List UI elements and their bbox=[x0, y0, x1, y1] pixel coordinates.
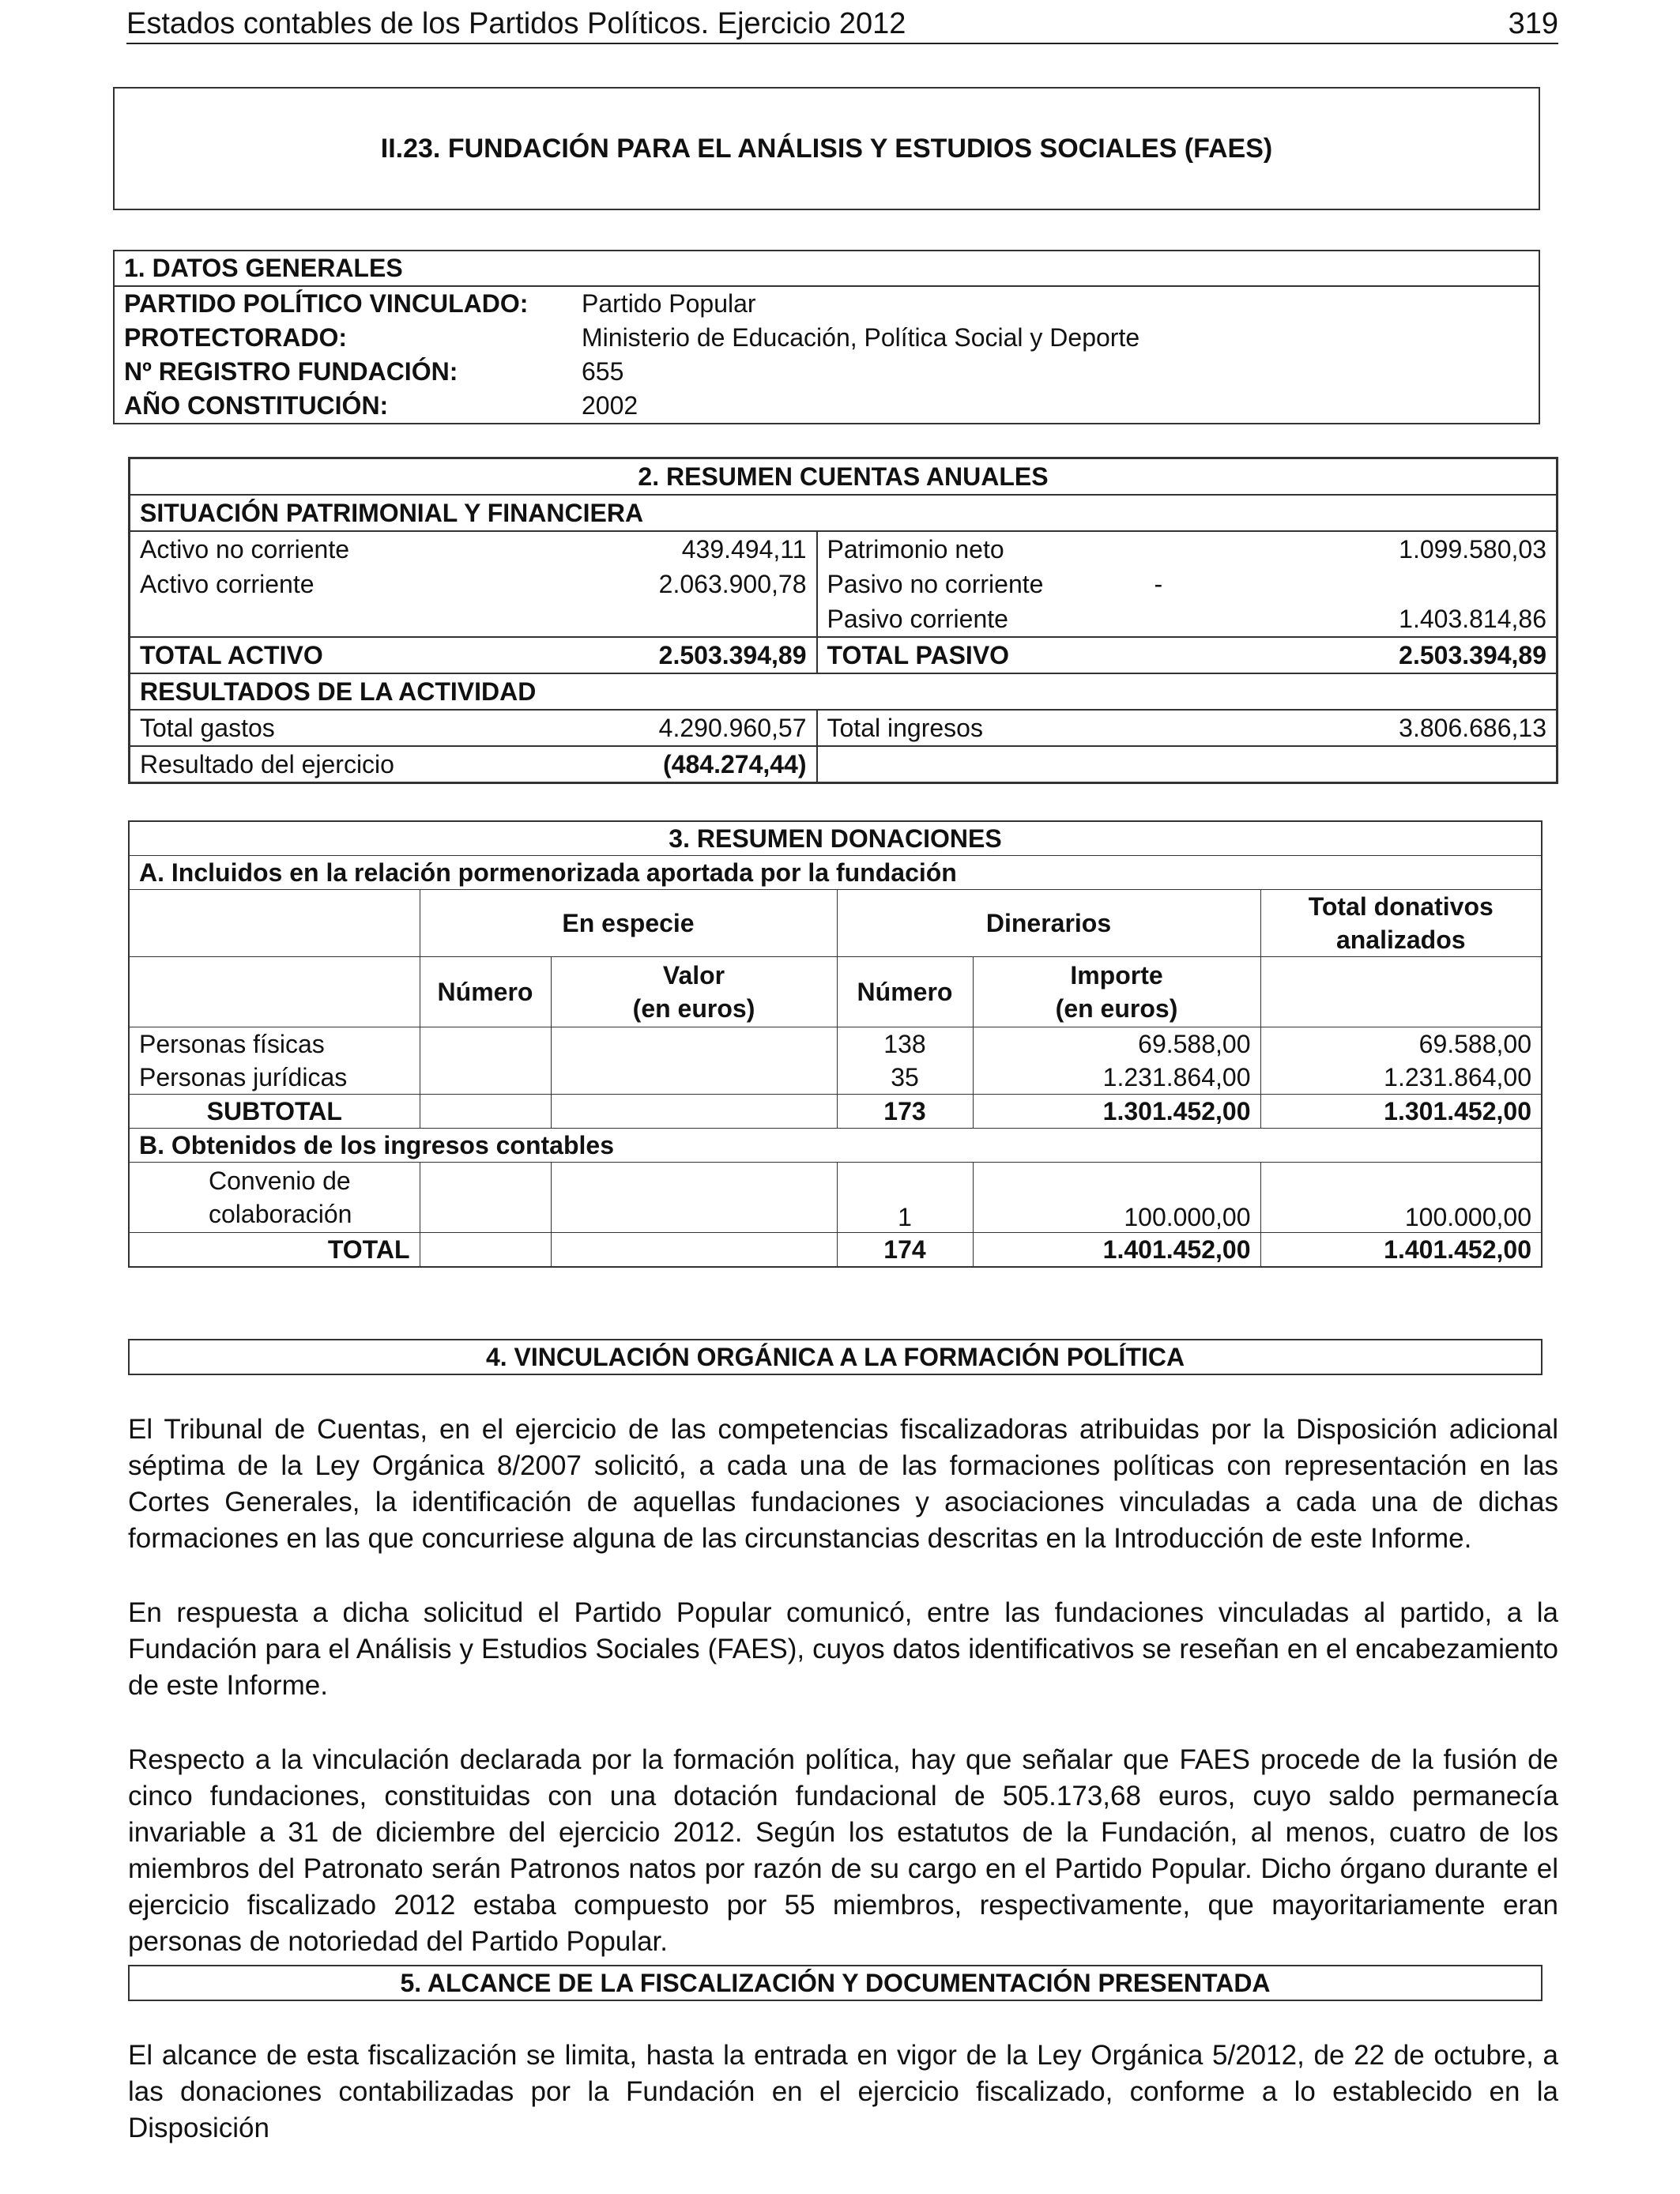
row-value: 3.806.686,13 bbox=[1236, 710, 1558, 746]
row-value: 1.231.864,00 bbox=[1260, 1061, 1542, 1095]
row-value: 100.000,00 bbox=[973, 1163, 1260, 1233]
row-label: TOTAL bbox=[129, 1233, 420, 1268]
header-title: Estados contables de los Partidos Políticos. Ejercicio 2012 bbox=[126, 7, 906, 40]
row-value: 138 bbox=[837, 1027, 973, 1061]
col-dinerarios: Dinerarios bbox=[837, 890, 1260, 957]
col-valor: Valor (en euros) bbox=[551, 957, 837, 1027]
table-row bbox=[114, 355, 1539, 389]
row-value: 35 bbox=[837, 1061, 973, 1095]
sub-b-heading: B. Obtenidos de los ingresos contables bbox=[129, 1129, 1542, 1163]
row-value: 69.588,00 bbox=[973, 1027, 1260, 1061]
row-label: Pasivo no corriente bbox=[817, 567, 1145, 601]
donaciones-heading: 3. RESUMEN DONACIONES bbox=[129, 821, 1542, 856]
row-label: Convenio de colaboración bbox=[129, 1163, 420, 1233]
row-value: (484.274,44) bbox=[588, 746, 817, 783]
row-label: PROTECTORADO: bbox=[124, 323, 348, 352]
row-value: 1.401.452,00 bbox=[973, 1233, 1260, 1268]
table-row bbox=[114, 286, 1539, 321]
row-value: 439.494,11 bbox=[588, 531, 817, 567]
row-label: AÑO CONSTITUCIÓN: bbox=[124, 391, 389, 420]
row-value: 655 bbox=[582, 357, 624, 386]
row-label: PARTIDO POLÍTICO VINCULADO: bbox=[124, 289, 529, 318]
row-label: Total ingresos bbox=[817, 710, 1145, 746]
row-label: Activo no corriente bbox=[130, 531, 588, 567]
row-value: 174 bbox=[837, 1233, 973, 1268]
row-value: 4.290.960,57 bbox=[588, 710, 817, 746]
page-header bbox=[126, 5, 1558, 44]
situacion-heading: SITUACIÓN PATRIMONIAL Y FINANCIERA bbox=[130, 495, 1558, 531]
section-4-paragraph-2: En respuesta a dicha solicitud el Partido Popular comunicó, entre las fundaciones vinculadas al partido, a la Fundación para el Análisis y Estudios Sociales (FAES), cuyos datos identificativos se reseñan en el encabezamiento de este Informe. bbox=[128, 1597, 1558, 1701]
table-row bbox=[129, 1027, 1542, 1061]
row-value: 2.063.900,78 bbox=[658, 569, 807, 598]
table-row bbox=[114, 389, 1539, 424]
row-label: Activo corriente bbox=[140, 569, 315, 598]
col-en-especie: En especie bbox=[420, 890, 837, 957]
col-numero: Número bbox=[420, 957, 551, 1027]
table-row bbox=[129, 1061, 1542, 1095]
row-label: Personas físicas bbox=[129, 1027, 420, 1061]
resumen-donaciones-table bbox=[128, 820, 1543, 1268]
row-value: 2002 bbox=[582, 391, 638, 420]
col-total-donativos: Total donativos analizados bbox=[1260, 890, 1542, 957]
row-label: Personas jurídicas bbox=[129, 1061, 420, 1095]
row-value: 1.301.452,00 bbox=[1260, 1095, 1542, 1129]
section-4-paragraph-3: Respecto a la vinculación declarada por la formación política, hay que señalar que FAES procede de la fusión de cinco fundaciones, constituidas con una dotación fundacional de 505.173,68 euros, cuyo saldo permanecía invariable a 31 de diciembre del ejercicio 2012. Según los estatutos de la Fundación, al menos, cuatro de los miembros del Patronato serán Patronos natos por razón de su cargo en el Partido Popular. Dicho órgano durante el ejercicio fiscalizado 2012 estaba compuesto por 55 miembros, respectivamente, que mayoritariamente eran personas de notoriedad del Partido Popular. bbox=[128, 1744, 1558, 1957]
row-value: 100.000,00 bbox=[1260, 1163, 1542, 1233]
row-value: 69.588,00 bbox=[1260, 1027, 1542, 1061]
resultados-heading: RESULTADOS DE LA ACTIVIDAD bbox=[130, 673, 1558, 710]
row-value: 1.301.452,00 bbox=[973, 1095, 1260, 1129]
row-label: TOTAL ACTIVO bbox=[130, 637, 588, 673]
row-label: SUBTOTAL bbox=[129, 1095, 420, 1129]
sub-a-heading: A. Incluidos en la relación pormenorizada aportada por la fundación bbox=[129, 856, 1542, 890]
row-label: Total gastos bbox=[130, 710, 588, 746]
row-value: 1.403.814,86 bbox=[1399, 604, 1546, 633]
section-4-heading: 4. VINCULACIÓN ORGÁNICA A LA FORMACIÓN POLÍTICA bbox=[128, 1339, 1543, 1375]
page-number: 319 bbox=[1508, 7, 1558, 40]
row-value: Ministerio de Educación, Política Social y Deporte bbox=[582, 323, 1140, 352]
datos-generales-table bbox=[113, 250, 1540, 424]
main-title: II.23. FUNDACIÓN PARA EL ANÁLISIS Y ESTUDIOS SOCIALES (FAES) bbox=[113, 87, 1540, 210]
row-value: 173 bbox=[837, 1095, 973, 1129]
row-value: 2.503.394,89 bbox=[588, 637, 817, 673]
row-value: Partido Popular bbox=[582, 289, 756, 318]
cuentas-heading: 2. RESUMEN CUENTAS ANUALES bbox=[638, 462, 1049, 491]
section-5-paragraph-1: El alcance de esta fiscalización se limita, hasta la entrada en vigor de la Ley Orgánica 5/2012, de 22 de octubre, a las donaciones contabilizadas por la Fundación en el ejercicio fiscalizado, conforme a lo establecido en la Disposición bbox=[128, 2040, 1558, 2143]
table-row bbox=[130, 710, 1558, 746]
col-numero: Número bbox=[837, 957, 973, 1027]
table-row bbox=[130, 601, 1558, 637]
table-row bbox=[114, 321, 1539, 355]
row-label: Nº REGISTRO FUNDACIÓN: bbox=[124, 357, 458, 386]
row-label: Resultado del ejercicio bbox=[130, 746, 588, 783]
row-label: Patrimonio neto bbox=[817, 531, 1145, 567]
row-value: 1 bbox=[837, 1163, 973, 1233]
row-value: - bbox=[1154, 569, 1163, 598]
section-5-heading: 5. ALCANCE DE LA FISCALIZACIÓN Y DOCUMENTACIÓN PRESENTADA bbox=[128, 1965, 1543, 2001]
table-row bbox=[129, 1163, 1542, 1233]
resumen-cuentas-table bbox=[128, 457, 1558, 784]
row-label: Pasivo corriente bbox=[817, 601, 1145, 637]
table-row bbox=[130, 637, 1558, 673]
section-4-paragraph-1: El Tribunal de Cuentas, en el ejercicio de las competencias fiscalizadoras atribuidas por la Disposición adicional séptima de la Ley Orgánica 8/2007 solicitó, a cada una de las formaciones políticas con representación en las Cortes Generales, la identificación de aquellas fundaciones y asociaciones vinculadas a cada una de dichas formaciones en las que concurriese alguna de las circunstancias descritas en la Introducción de este Informe. bbox=[128, 1414, 1558, 1554]
row-label: TOTAL PASIVO bbox=[817, 637, 1145, 673]
table-row bbox=[130, 531, 1558, 567]
table-row bbox=[129, 1233, 1542, 1268]
col-importe: Importe (en euros) bbox=[973, 957, 1260, 1027]
row-value: 1.099.580,03 bbox=[1236, 531, 1558, 567]
table-row bbox=[130, 567, 1558, 601]
table-row bbox=[130, 746, 1558, 783]
row-value: 2.503.394,89 bbox=[1236, 637, 1558, 673]
datos-generales-heading: 1. DATOS GENERALES bbox=[114, 251, 1539, 286]
table-row bbox=[129, 1095, 1542, 1129]
row-value: 1.231.864,00 bbox=[973, 1061, 1260, 1095]
row-value: 1.401.452,00 bbox=[1260, 1233, 1542, 1268]
